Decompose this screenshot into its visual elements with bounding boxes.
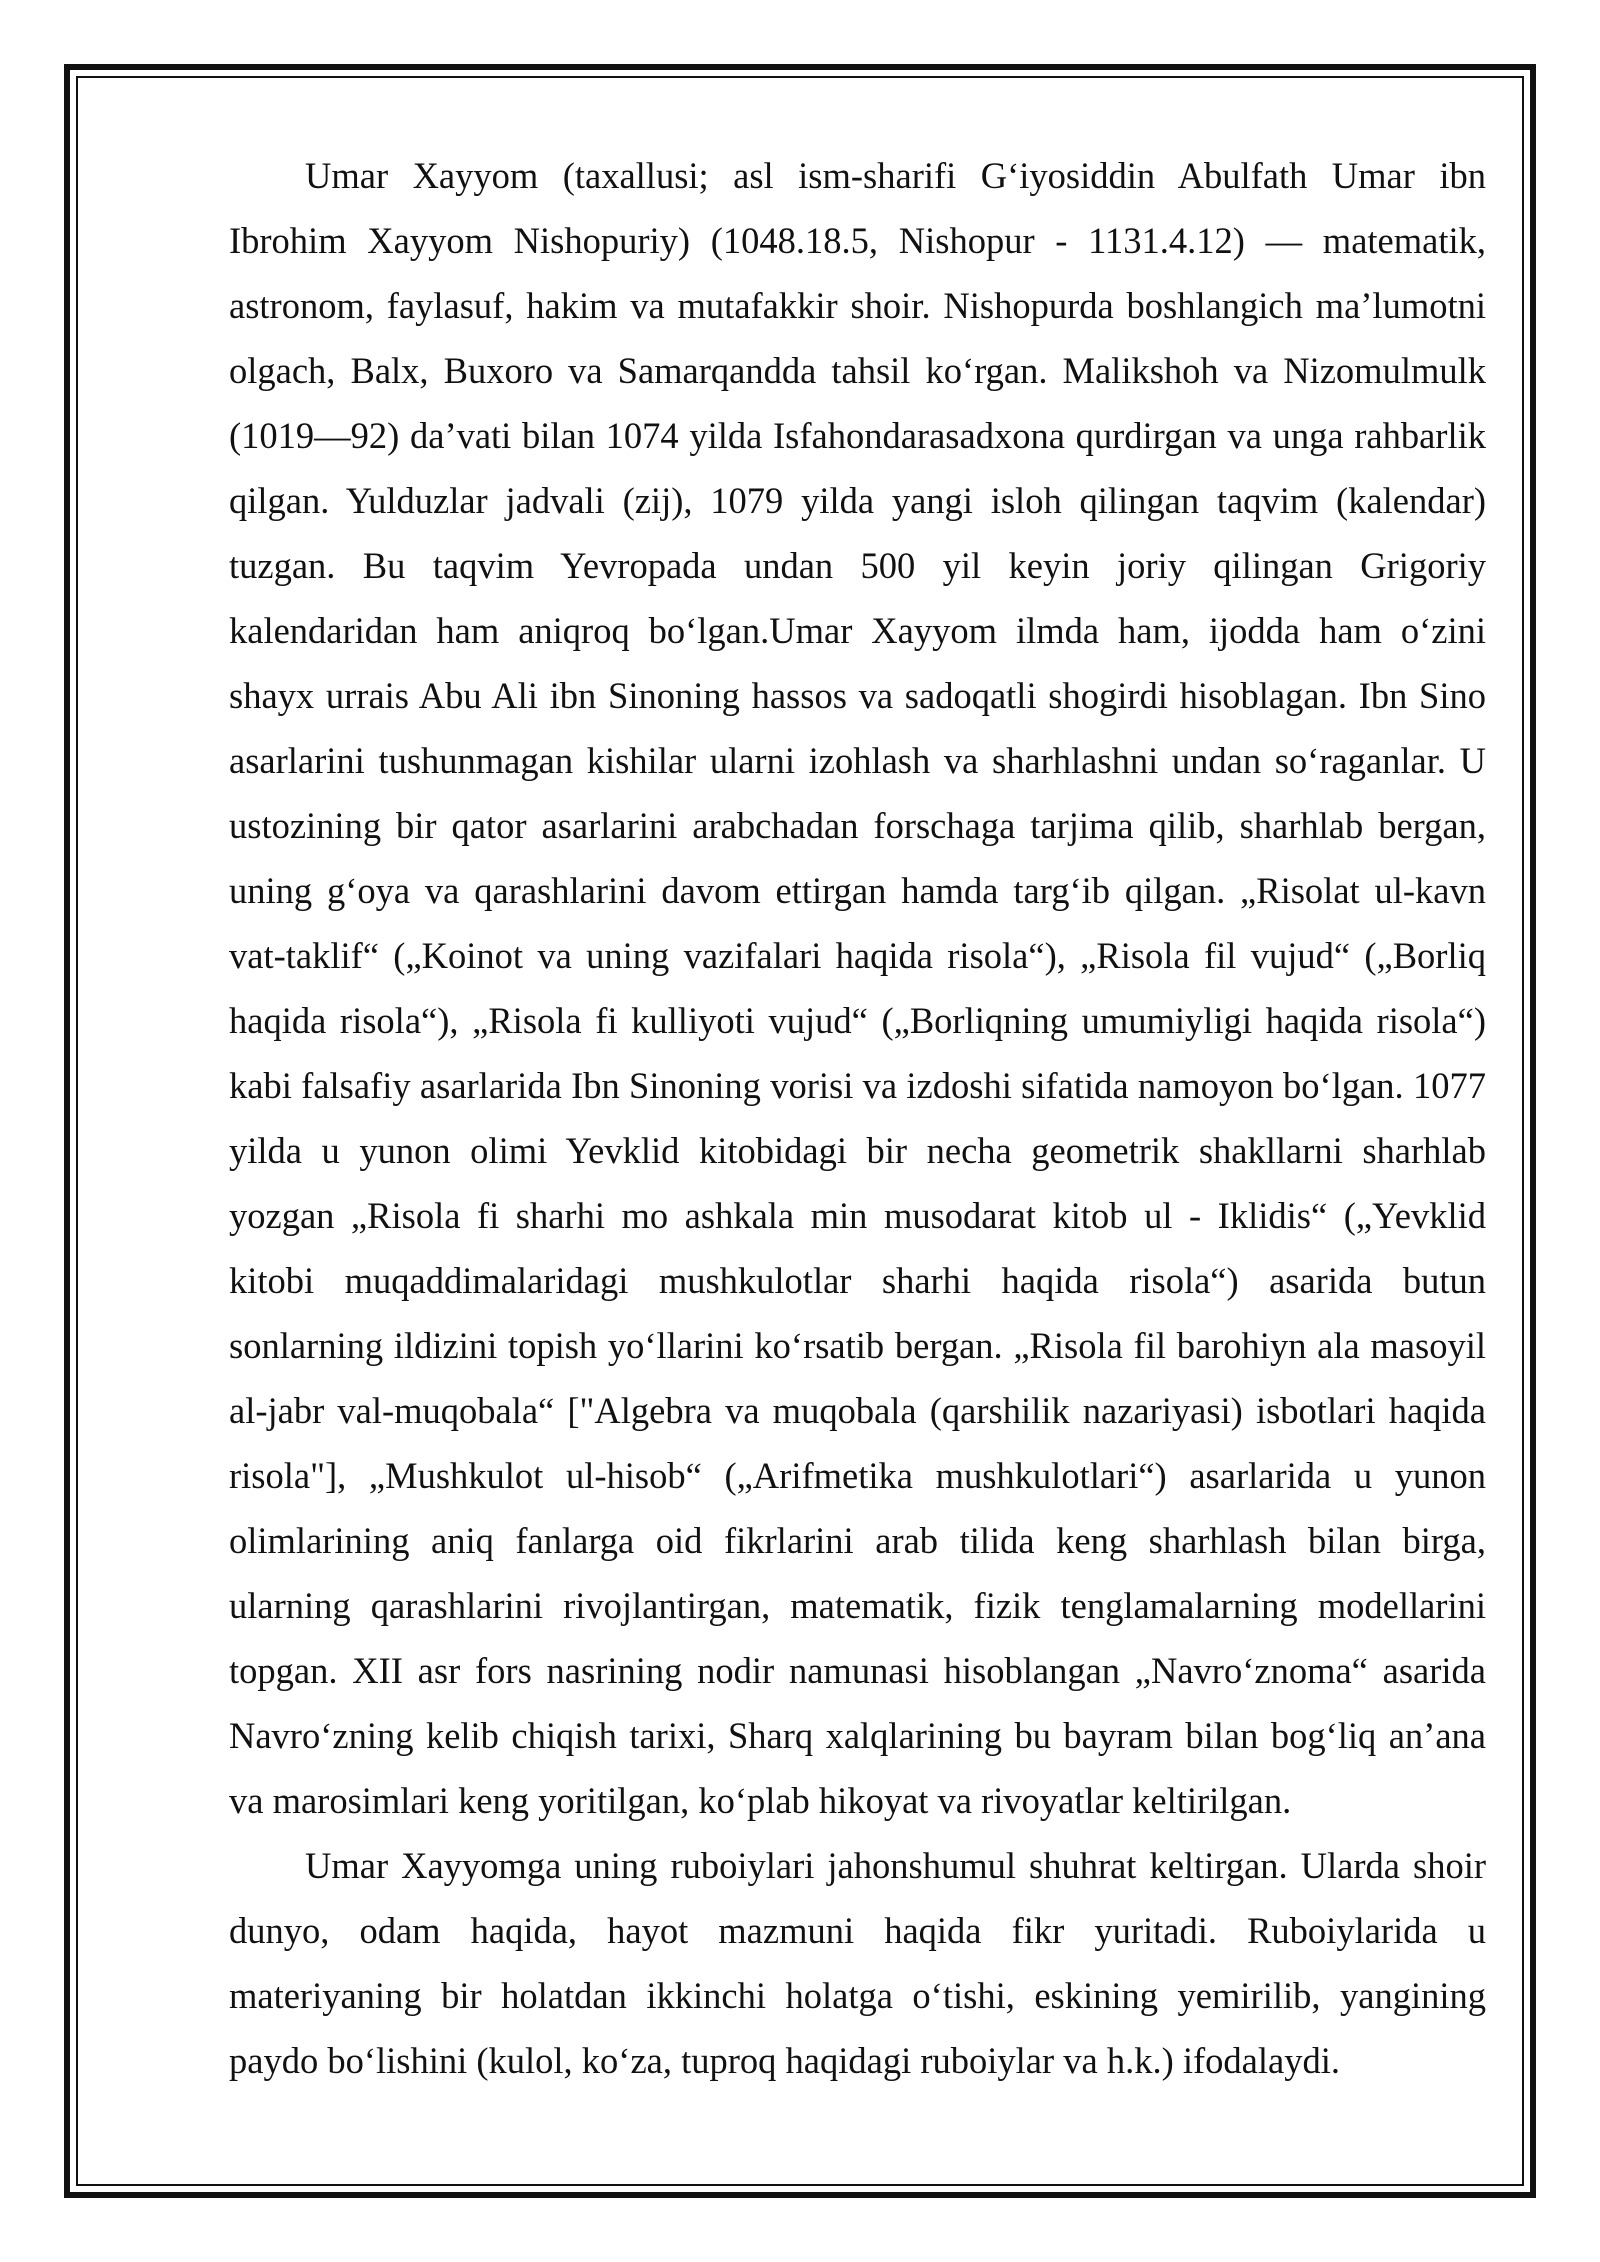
paragraph-1: Umar Xayyom (taxallusi; asl ism-sharifi G‘iyosiddin Abulfath Umar ibn Ibrohim Xayyom Nishopuriy) (1048.18.5, Nishopur - 1131.4.12) — matematik, astronom, faylasuf, hakim va mutafakkir shoir. Nishopurda boshlangich ma’lumotni olgach, Balx, Buxoro va Samarqandda tahsil ko‘rgan. Malikshoh va Nizomulmulk (1019—92) da’vati bilan 1074 yilda Isfahondarasadxona qurdirgan va unga rahbarlik qilgan. Yulduzlar jadvali (zij), 1079 yilda yangi isloh qilingan taqvim (kalendar) tuzgan. Bu taqvim Yevropada undan 500 yil keyin joriy qilingan Grigoriy kalendaridan ham aniqroq bo‘lgan.Umar Xayyom ilmda ham, ijodda ham o‘zini shayx urrais Abu Ali ibn Sinoning hassos va sadoqatli shogirdi hisoblagan. Ibn Sino asarlarini tushunmagan kishilar ularni izohlash va sharhlashni undan so‘raganlar. U ustozining bir qator asarlarini arabchadan forschaga tarjima qilib, sharhlab bergan, uning g‘oya va qarashlarini davom ettirgan hamda targ‘ib qilgan. „Risolat ul-kavn vat-taklif“ („Koinot va uning vazifalari haqida risola“), „Risola fil vujud“ („Borliq haqida risola“), „Risola fi kulliyoti vujud“ („Borliqning umumiyligi haqida risola“) kabi falsafiy asarlarida Ibn Sinoning vorisi va izdoshi sifatida namoyon bo‘lgan. 1077 yilda u yunon olimi Yevklid kitobidagi bir necha geometrik shakllarni sharhlab yozgan „Risola fi sharhi mo ashkala min musodarat kitob ul - Iklidis“ („Yevklid kitobi muqaddimalaridagi mushkulotlar sharhi haqida risola“) asarida butun sonlarning ildizini topish yo‘llarini ko‘rsatib bergan. „Risola fil barohiyn ala masoyil al-jabr val-muqobala“ ["Algebra va muqobala (qarshilik nazariyasi) isbotlari haqida risola"], „Mushkulot ul-hisob“ („Arifmetika mushkulotlari“) asarlarida u yunon olimlarining aniq fanlarga oid fikrlarini arab tilida keng sharhlash bilan birga, ularning qarashlarini rivojlantirgan, matematik, fizik tenglamalarning modellarini topgan. XII asr fors nasrining nodir namunasi hisoblangan „Navro‘znoma“ asarida Navro‘zning kelib chiqish tarixi, Sharq xalqlarining bu bayram bilan bog‘liq an’ana va marosimlari keng yoritilgan, ko‘plab hikoyat va rivoyatlar keltirilgan.: [229, 155, 1486, 1821]
paragraph-2: Umar Xayyomga uning ruboiylari jahonshumul shuhrat keltirgan. Ularda shoir dunyo, odam haqida, hayot mazmuni haqida fikr yuritadi. Ruboiylarida u materiyaning bir holatdan ikkinchi holatga o‘tishi, eskining yemirilib, yangining paydo bo‘lishini (kulol, ko‘za, tuproq haqidagi ruboiylar va h.k.) ifodalaydi.: [229, 1845, 1486, 2081]
document-body: [229, 143, 1486, 2093]
